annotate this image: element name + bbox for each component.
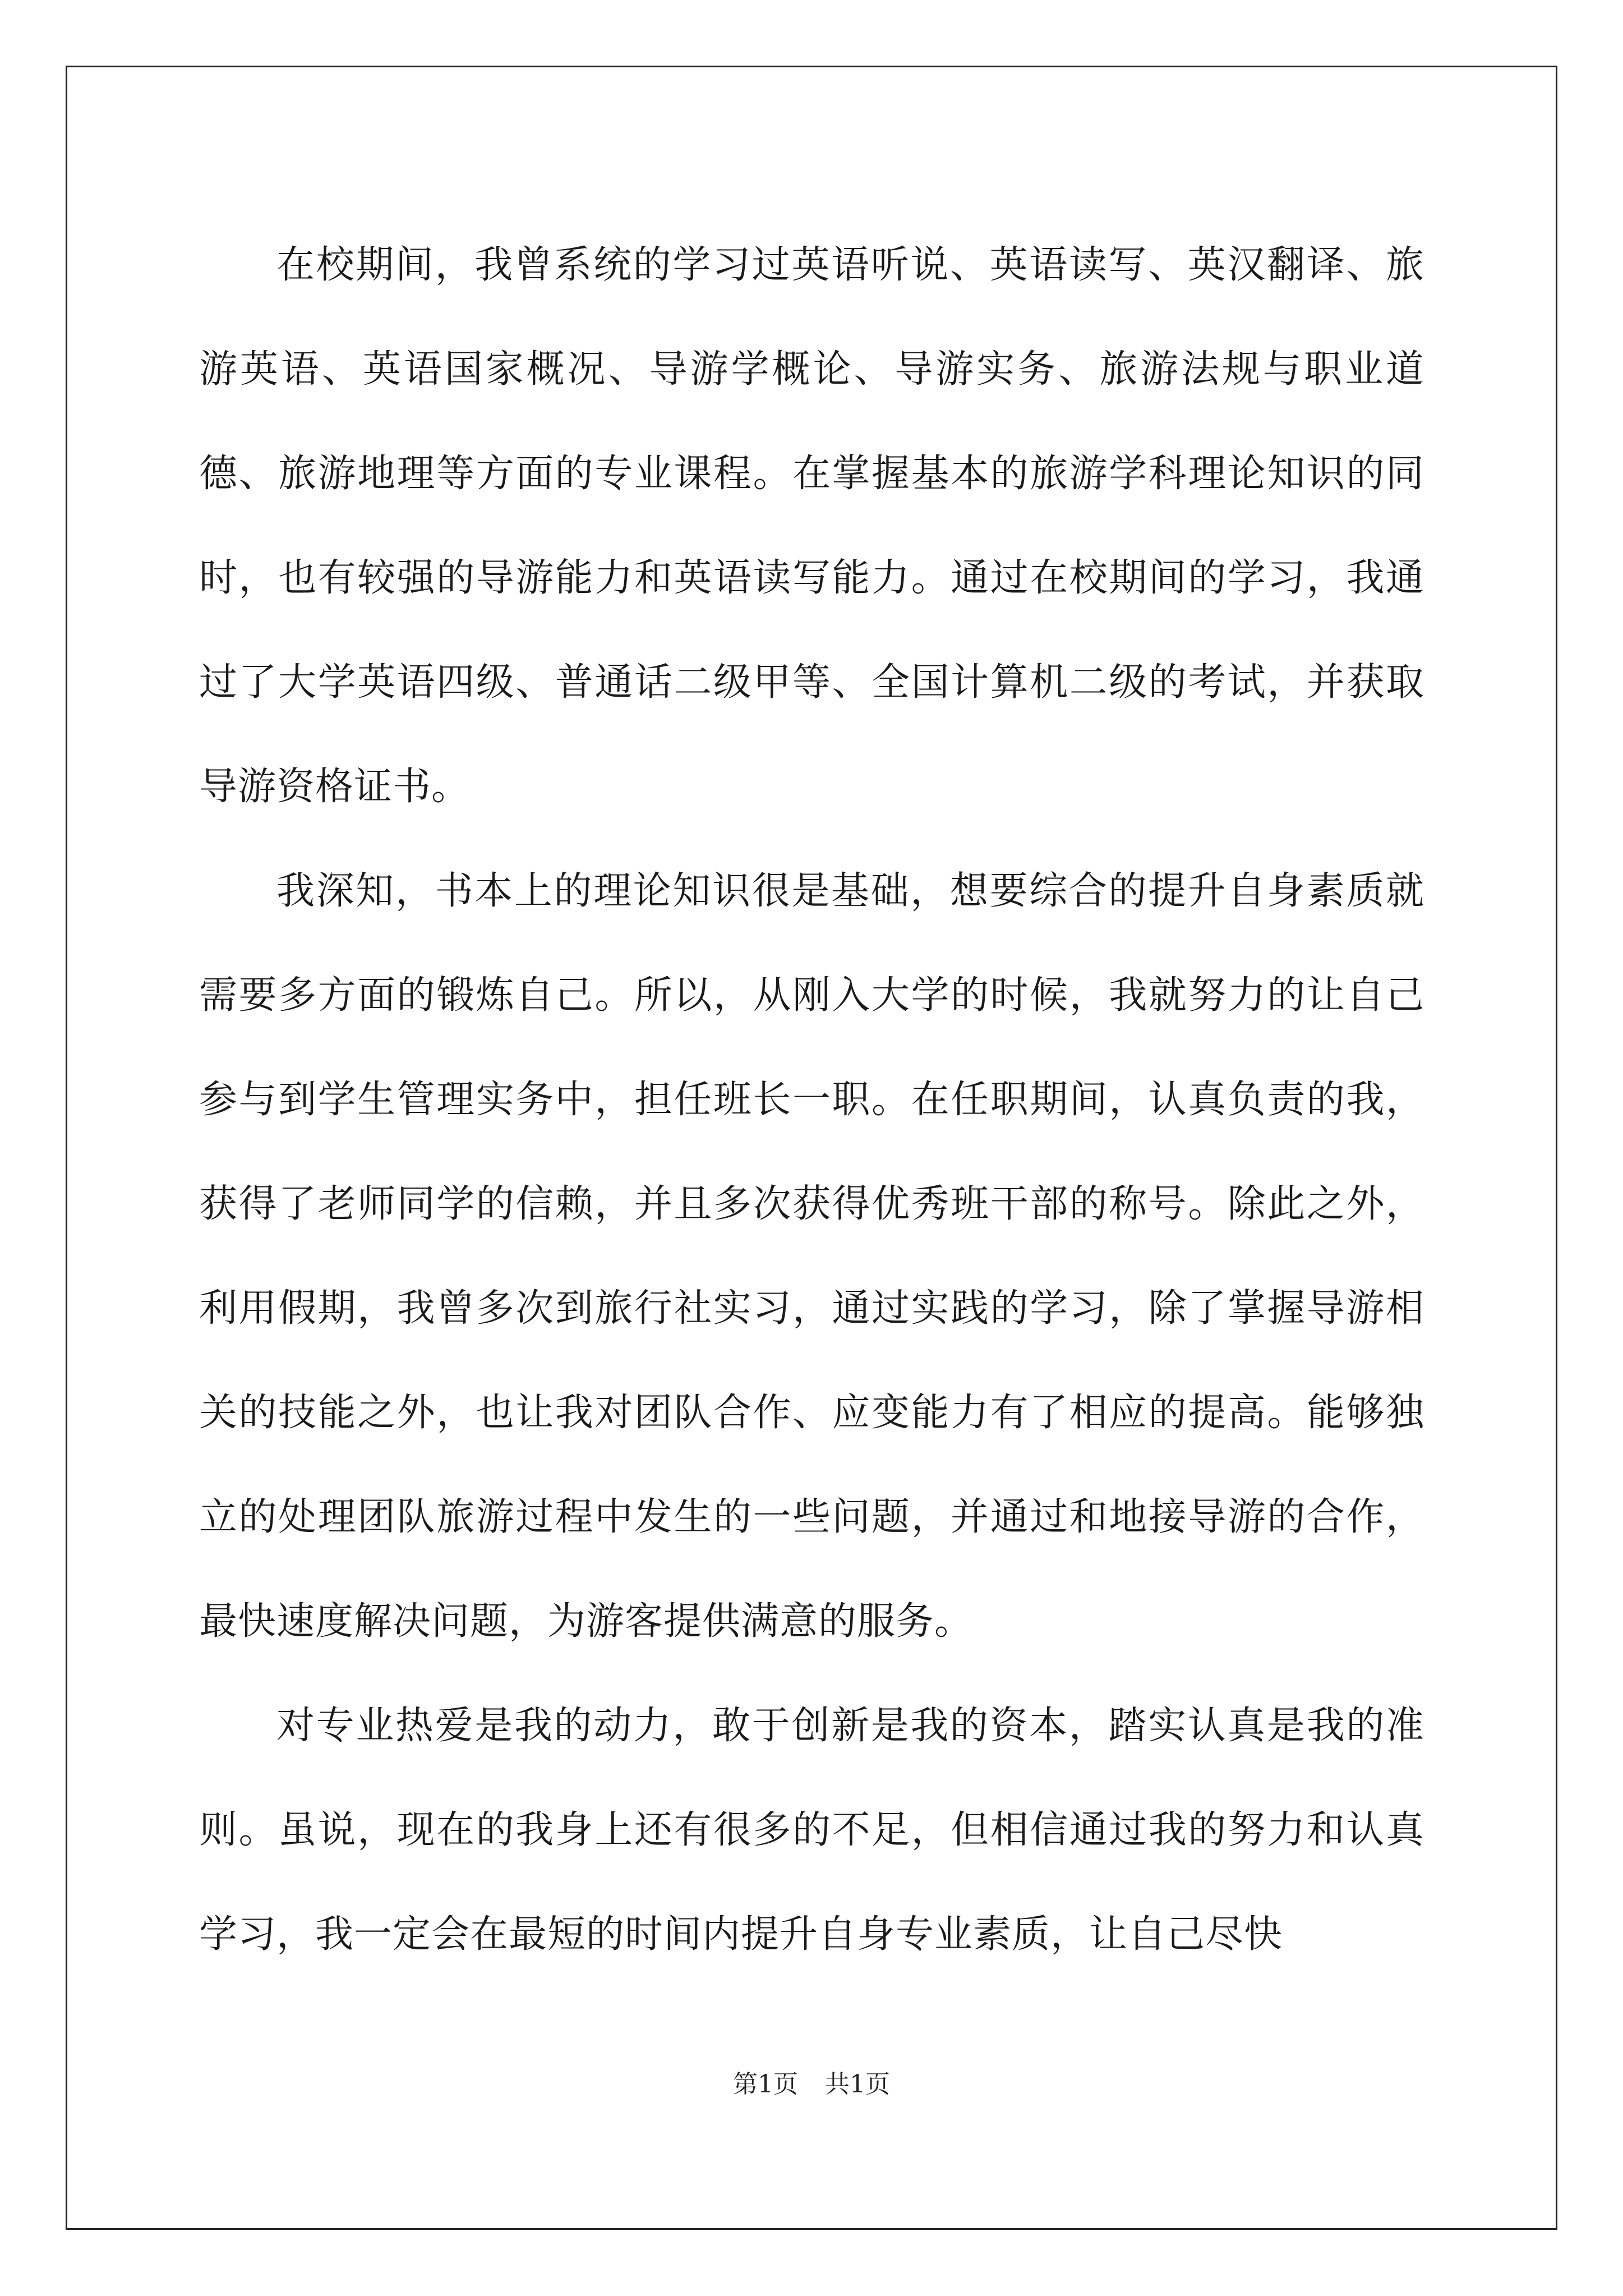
page-number-total: 共1页 (825, 2070, 890, 2099)
paragraph-3: 对专业热爱是我的动力，敢于创新是我的资本，踏实认真是我的准则。虽说，现在的我身上还有很多的不足，但相信通过我的努力和认真学习，我一定会在最短的时间内提升自身专业素质，让自己尽快 (199, 1704, 1424, 1957)
page-footer (0, 2068, 1623, 2101)
document-body (199, 213, 1424, 1987)
paragraph-2: 我深知，书本上的理论知识很是基础，想要综合的提升自身素质就需要多方面的锻炼自己。所以，从刚入大学的时候，我就努力的让自己参与到学生管理实务中，担任班长一职。在任职期间，认真负责的我，获得了老师同学的信赖，并且多次获得优秀班干部的称号。除此之外，利用假期，我曾多次到旅行社实习，通过实践的学习，除了掌握导游相关的技能之外，也让我对团队合作、应变能力有了相应的提高。能够独立的处理团队旅游过程中发生的一些问题，并通过和地接导游的合作，最快速度解决问题，为游客提供满意的服务。 (199, 869, 1424, 1644)
page-number-current: 第1页 (733, 2070, 798, 2099)
paragraph-1: 在校期间，我曾系统的学习过英语听说、英语读写、英汉翻译、旅游英语、英语国家概况、导游学概论、导游实务、旅游法规与职业道德、旅游地理等方面的专业课程。在掌握基本的旅游学科理论知识的同时，也有较强的导游能力和英语读写能力。通过在校期间的学习，我通过了大学英语四级、普通话二级甲等、全国计算机二级的考试，并获取导游资格证书。 (199, 243, 1424, 809)
